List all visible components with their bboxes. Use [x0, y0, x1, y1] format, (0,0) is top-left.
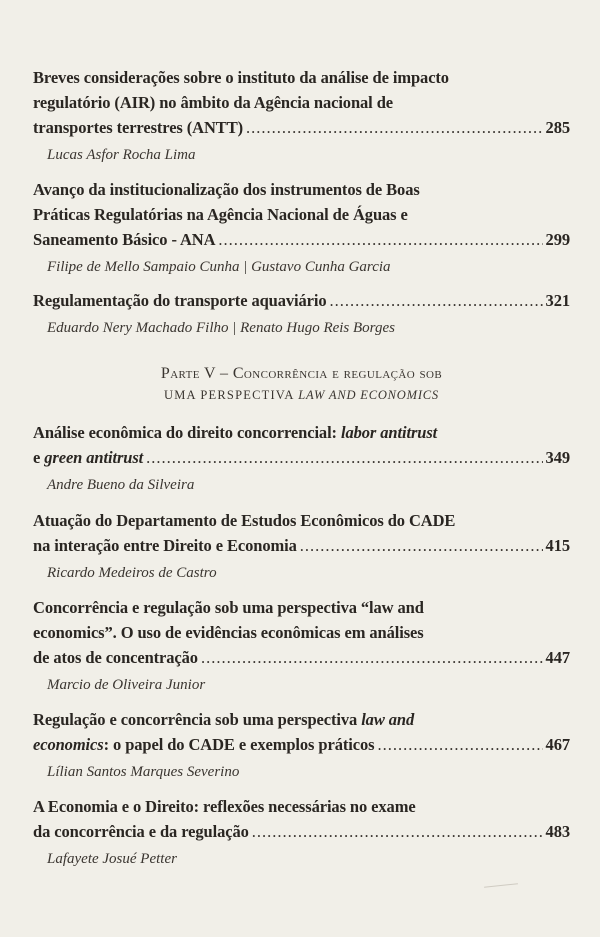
entry-title-italic: green antitrust: [44, 448, 144, 467]
page-number: 299: [545, 230, 570, 249]
page-number: 483: [545, 822, 570, 841]
dot-leader: [146, 445, 542, 470]
entry-title-line: economics”. O uso de evidências econômicas em análises: [33, 623, 424, 642]
page-number: 349: [545, 448, 570, 467]
dot-leader: [201, 645, 543, 670]
entry-title-line: Práticas Regulatórias na Agência Nacional de Águas e: [33, 205, 408, 224]
entry-title-line: Avanço da institucionalização dos instrumentos de Boas: [33, 180, 420, 199]
entry-author: Lílian Santos Marques Severino: [47, 764, 240, 780]
entry-title-last-line: [33, 819, 570, 844]
page-number: 321: [545, 291, 570, 310]
paper-mark: [484, 883, 518, 888]
entry-title-last-line: [33, 732, 570, 757]
entry-title-text-part: : o papel do CADE e exemplos práticos: [103, 735, 375, 754]
entry-title-line: Breves considerações sobre o instituto da análise de impacto: [33, 68, 449, 87]
entry-title-last-line: [33, 645, 570, 670]
entry-title-italic: law and: [361, 710, 415, 729]
entry-title-text: Saneamento Básico - ANA: [33, 230, 216, 249]
entry-title-line: regulatório (AIR) no âmbito da Agência nacional de: [33, 93, 393, 112]
toc-entry[interactable]: [33, 508, 570, 584]
entry-title-line: [33, 420, 570, 445]
part-heading: [33, 363, 570, 405]
dot-leader: [218, 227, 542, 252]
part-title: Parte V – Concorrência e regulação sob: [160, 365, 443, 382]
page-number: 285: [545, 118, 570, 137]
entry-title-italic: labor antitrust: [340, 423, 438, 442]
entry-title-text-part: e: [33, 448, 45, 467]
entry-title-text: [33, 732, 374, 757]
entry-title-last-line: [33, 115, 570, 140]
entry-title-last-line: [33, 288, 570, 313]
dot-leader: [377, 732, 542, 757]
page-number: 415: [545, 536, 570, 555]
entry-title-text: na interação entre Direito e Economia: [33, 536, 297, 555]
part-subtitle: [33, 385, 570, 405]
toc-entry[interactable]: [33, 65, 570, 166]
entry-title-line: Atuação do Departamento de Estudos Econômicos do CADE: [33, 511, 456, 530]
entry-title-text: Regulamentação do transporte aquaviário: [33, 291, 327, 310]
entry-title-text: Análise econômica do direito concorrencial:: [33, 423, 341, 442]
entry-author: Eduardo Nery Machado Filho | Renato Hugo Reis Borges: [47, 320, 395, 336]
dot-leader: [330, 288, 543, 313]
part-subtitle-text: UMA PERSPECTIVA: [164, 388, 299, 402]
entry-title-text: de atos de concentração: [33, 648, 198, 667]
entry-author: Ricardo Medeiros de Castro: [47, 565, 217, 581]
entry-title-last-line: [33, 533, 570, 558]
entry-title-text: da concorrência e da regulação: [33, 822, 249, 841]
entry-author: Filipe de Mello Sampaio Cunha | Gustavo Cunha Garcia: [47, 259, 391, 275]
entry-title-italic: economics: [33, 735, 104, 754]
toc-entry[interactable]: [33, 288, 570, 339]
toc-entry[interactable]: [33, 595, 570, 696]
entry-title-line: A Economia e o Direito: reflexões necessárias no exame: [33, 797, 416, 816]
dot-leader: [300, 533, 543, 558]
entry-author: Lafayete Josué Petter: [47, 851, 177, 867]
entry-title-line: Concorrência e regulação sob uma perspectiva “law and: [33, 598, 424, 617]
page-number: 467: [545, 735, 570, 754]
entry-title-text: [33, 445, 143, 470]
toc-entry[interactable]: [33, 420, 570, 496]
dot-leader: [246, 115, 543, 140]
toc-entry[interactable]: [33, 794, 570, 870]
dot-leader: [252, 819, 543, 844]
entry-title-last-line: [33, 445, 570, 470]
entry-author: Lucas Asfor Rocha Lima: [47, 147, 196, 163]
entry-title-line: [33, 707, 570, 732]
entry-title-last-line: [33, 227, 570, 252]
toc-entry[interactable]: [33, 707, 570, 783]
entry-author: Andre Bueno da Silveira: [47, 477, 195, 493]
page-number: 447: [545, 648, 570, 667]
entry-author: Marcio de Oliveira Junior: [47, 677, 206, 693]
entry-title-text: Regulação e concorrência sob uma perspectiva: [33, 710, 362, 729]
toc-entry[interactable]: [33, 177, 570, 278]
entry-title-text: transportes terrestres (ANTT): [33, 118, 244, 137]
part-subtitle-italic: LAW AND ECONOMICS: [298, 388, 439, 402]
